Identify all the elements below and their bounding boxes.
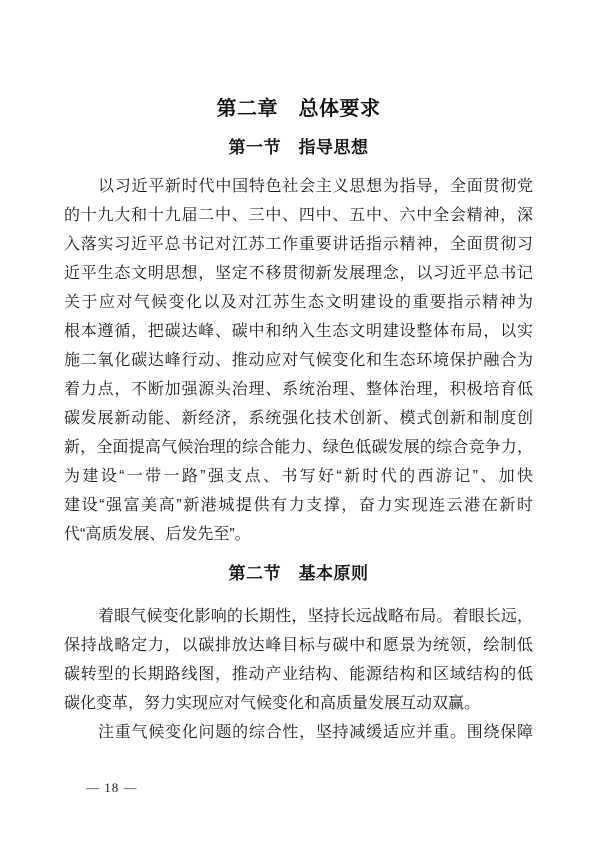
text-line: 根本遵循，把碳达峰、碳中和纳入生态文明建设整体布局，以实 <box>64 323 533 340</box>
text-line: 碳发展新动能、新经济，系统强化技术创新、模式创新和制度创 <box>64 410 533 427</box>
text-line: 代“高质发展、后发先至”。 <box>64 526 251 543</box>
text-line: 新，全面提高气候治理的综合能力、绿色低碳发展的综合竞争力， <box>64 439 533 456</box>
text-line: 建设“强富美高”新港城提供有力支撑，奋力实现连云港在新时 <box>64 497 533 514</box>
text-line: 关于应对气候变化以及对江苏生态文明建设的重要指示精神为 <box>64 294 533 311</box>
text-line: 着眼气候变化影响的长期性，坚持长远战略布局。着眼长远， <box>98 608 533 625</box>
text-line: 着力点，不断加强源头治理、系统治理、整体治理，积极培育低 <box>64 381 533 398</box>
paragraph <box>64 602 533 718</box>
text-line: 碳化变革，努力实现应对气候变化和高质量发展互动双赢。 <box>64 695 481 712</box>
text-line: 施二氧化碳达峰行动、推动应对气候变化和生态环境保护融合为 <box>64 352 533 369</box>
document-sections <box>64 136 533 747</box>
page-number: — 18 — <box>86 780 138 795</box>
text-line: 为建设“一带一路”强支点、书写好“新时代的西游记”、加快 <box>64 468 533 485</box>
chapter-title: 第二章 总体要求 <box>216 98 381 120</box>
text-line: 入落实习近平总书记对江苏工作重要讲话指示精神，全面贯彻习 <box>64 236 533 253</box>
text-line: 近平生态文明思想，坚定不移贯彻新发展理念，以习近平总书记 <box>64 265 533 282</box>
text-line: 以习近平新时代中国特色社会主义思想为指导，全面贯彻党 <box>98 178 533 195</box>
section-title: 第二节 基本原则 <box>228 564 369 583</box>
section <box>64 562 533 747</box>
text-line: 注重气候变化问题的综合性，坚持减缓适应并重。围绕保障 <box>98 724 533 741</box>
text-line: 碳转型的长期路线图，推动产业结构、能源结构和区域结构的低 <box>64 666 533 683</box>
text-line: 的十九大和十九届二中、三中、四中、五中、六中全会精神，深 <box>64 207 533 224</box>
paragraph <box>64 718 533 747</box>
section-title: 第一节 指导思想 <box>228 138 369 157</box>
section <box>64 136 533 549</box>
paragraph <box>64 172 533 549</box>
text-line: 保持战略定力，以碳排放达峰目标与碳中和愿景为统领，绘制低 <box>64 637 533 654</box>
